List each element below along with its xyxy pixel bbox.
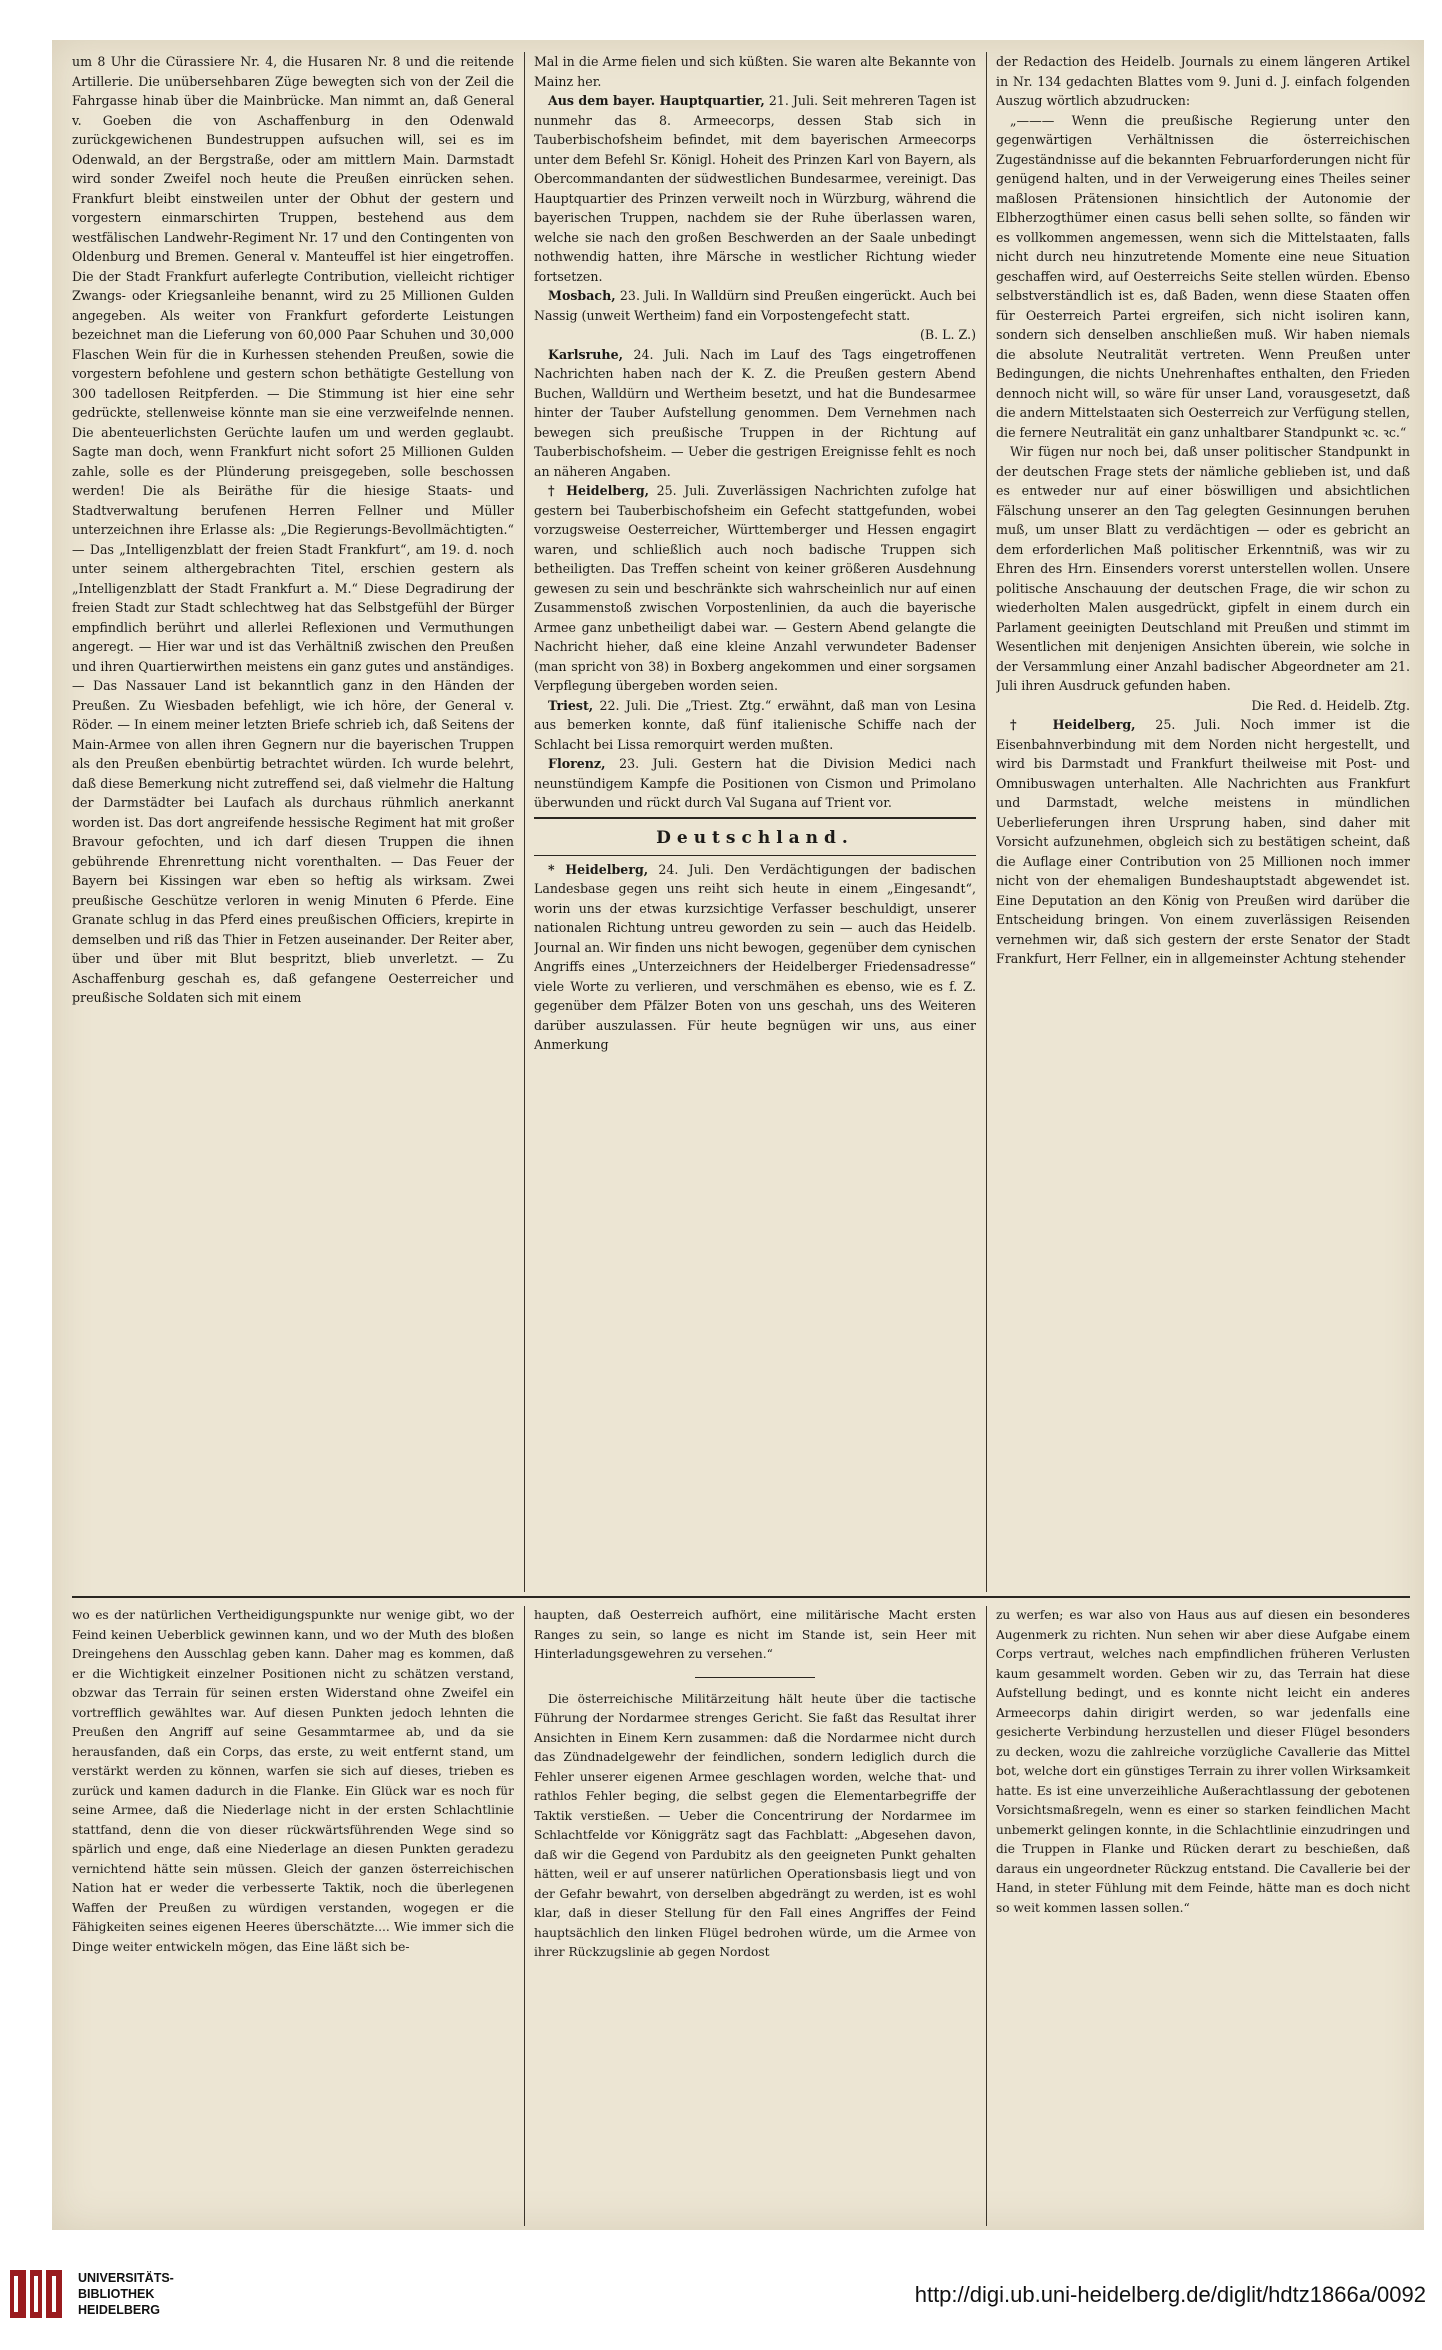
quoted-passage: „——— Wenn die preußische Regierung unter den gegenwärtigen Verhältnissen die österreichischen Zugeständnisse auf die bekannten Februarforderungen nicht für genügend halten, und in der Verweigerung eines Theiles seiner maßlosen Prätensionen hinsichtlich der Autonomie der Elbherzogthümer einen casus belli sehen sollte, so fänden wir es vollkommen angemessen, wenn sich die Mittelstaaten, falls nicht durch neu hinzutretende Momente eine neue Situation geschaffen wird, auf Oesterreichs Seite stellen würden. Ebenso selbstverständlich ist es, daß Baden, wenn diese Staaten offen für Oesterreich Partei ergreifen, sich nicht isoliren kann, sondern sich denselben anschließen muß. Wir haben niemals die absolute Neutralität vertreten. Wenn Preußen unter Bedingungen, die nichts Unehrenhaftes enthalten, den Frieden dennoch nicht will, so wäre für unser Land, vorausgesetzt, daß die andern Mittelstaaten sich Oesterreich zur Verfügung stellen, die fernere Neutralität ein ganz unhaltbarer Standpunkt ꝛc. ꝛc.“ <box>996 112 1410 440</box>
article-text: 23. Juli. In Walldürn sind Preußen eingerückt. Auch bei Nassig (unweit Wertheim) fand ein Vorpostengefecht statt. <box>534 288 976 323</box>
article-text: um 8 Uhr die Cürassiere Nr. 4, die Husaren Nr. 8 und die reitende Artillerie. Die unübersehbaren Züge bewegten sich von der Zeil die Fahrgasse hinab über die Mainbrücke. Man nimmt an, daß General v. Goeben die von Aschaffenburg in den Odenwald zurückgewichenen Bundestruppen aufsuchen will, sei es im Odenwald, an der Bergstraße, oder am mittlern Main. Darmstadt wird sonder Zweifel noch heute die Preußen einrücken sehen. Frankfurt bleibt einstweilen unter der Obhut der gestern und vorgestern einmarschirten Truppen, bestehend aus dem westfälischen Landwehr-Regiment Nr. 17 und den Contingenten von Oldenburg und Bremen. General v. Manteuffel ist hier eingetroffen. Die der Stadt Frankfurt auferlegte Contribution, vielleicht richtiger Zwangs- oder Kriegsanleihe benannt, wird zu 25 Millionen Gulden angegeben. Als weiter von Frankfurt geforderte Leistungen bezeichnet man die Lieferung von 60,000 Paar Schuhen und 30,000 Flaschen Wein für die in Kurhessen stehenden Preußen, sowie die vorgestern befohlene und gestern schon bethätigte Gestellung von 300 tadellosen Reitpferden. — Die Stimmung ist hier eine sehr gedrückte, stellenweise könnte man sie eine verzweifelnde nennen. Die abenteuerlichsten Gerüchte laufen um und werden geglaubt. Sagte man doch, wenn Frankfurt nicht sofort 25 Millionen Gulden zahle, solle es der Plünderung preisgegeben, solle beschossen werden! Die als Beiräthe für die hiesige Staats- und Stadtverwaltung berufenen Herren Fellner und Müller unterzeichnen ihre Erlasse als: „Die Regierungs-Bevollmächtigten.“ — Das „Intelligenzblatt der freien Stadt Frankfurt“, am 19. d. noch unter seinem althergebrachten Titel, erschien gestern als „Intelligenzblatt der Stadt Frankfurt a. M.“ Diese Degradirung der freien Stadt zur Stadt schlechtweg hat das Selbstgefühl der Bürger empfindlich berührt und allerlei Reflexionen und Vermuthungen angeregt. — Hier war und ist das Verhältniß zwischen den Preußen und ihren Quartierwirthen meistens ein ganz gutes und anständiges. — Das Nassauer Land ist bekanntlich ganz in den Händen der Preußen. Zu Wiesbaden befehligt, wie ich höre, der General v. Röder. — In einem meiner letzten Briefe schrieb ich, daß Seitens der Main-Armee von allen ihren Gegnern nur die bayerischen Truppen als den Preußen ebenbürtig betrachtet würden. Ich wurde belehrt, daß diese Bemerkung nicht zutreffend sei, daß vielmehr die Haltung der Darmstädter bei Laufach als durchaus rühmlich anerkannt worden ist. Das dort angreifende hessische Regiment hat mit großer Bravour gefochten, und ich darf diesen Truppen die ihnen gebührende Ehrenrettung nicht vorenthalten. — Das Feuer der Bayern bei Kissingen war eben so heftig als wirksam. Zwei preußische Geschütze verloren in wenig Minuten 6 Pferde. Eine Granate schlug in das Pferd eines preußischen Officiers, krepirte in demselben und riß das Thier in Fetzen auseinander. Der Reiter aber, über und über mit Blut bespritzt, blieb unverletzt. — Zu Aschaffenburg geschah es, daß gefangene Oesterreicher und preußische Soldaten sich mit einem <box>72 54 514 1005</box>
source-note: (B. L. Z.) <box>920 327 976 342</box>
dateline: Florenz, <box>548 756 606 771</box>
dateline: Triest, <box>548 697 594 713</box>
news-item <box>996 715 1410 969</box>
news-item <box>534 860 976 1055</box>
article-text: 21. Juli. Seit mehreren Tagen ist nunmehr das 8. Armeecorps, dessen Stab sich in Tauberbischofsheim befindet, mit dem bayerischen Armeecorps unter dem Befehl Sr. Königl. Hoheit des Prinzen Karl von Bayern, als Obercommandanten der südwestlichen Bundesarmee, vereinigt. Das Hauptquartier des Prinzen verweilt noch in Würzburg, während die bayerischen Truppen, nachdem sie der Ruhe überlassen waren, welche sie nach den großen Beschwerden an der Saale unbedingt nothwendig hatten, ihre Märsche in westlicher Richtung wieder fortsetzen. <box>534 93 976 284</box>
news-item <box>534 91 976 286</box>
article-text: haupten, daß Oesterreich aufhört, eine militärische Macht ersten Ranges zu sein, so lange es nicht im Stande ist, sein Heer mit Hinterladungsgewehren zu versehen.“ <box>534 1608 976 1661</box>
source-url-link[interactable]: http://digi.ub.uni-heidelberg.de/diglit/hdtz1866a/0092 <box>914 2282 1426 2307</box>
digitization-footer <box>0 2230 1442 2350</box>
article-text: 22. Juli. Die „Triest. Ztg.“ erwähnt, daß man von Lesina aus bemerken konnte, daß fünf italienische Schiffe nach der Schlacht bei Lissa remorquirt werden mußten. <box>534 697 976 752</box>
feuilleton-column-2 <box>534 1606 976 2226</box>
article-text: der Redaction des Heidelb. Journals zu einem längeren Artikel in Nr. 134 gedachten Blattes vom 9. Juni d. J. einfach folgenden Auszug wörtlich abzudrucken: <box>996 54 1410 108</box>
article-text: 24. Juli. Den Verdächtigungen der badischen Landesbase gegen uns reiht sich heute in einem „Eingesandt“, worin uns der etwas kurzsichtige Verfasser beschuldigt, unserer nationalen Richtung untreu geworden zu sein — auch das Heidelb. Journal an. Wir finden uns nicht bewogen, gegenüber dem cynischen Angriffs eines „Unterzeichners der Heidelberger Friedensadresse“ viele Worte zu verlieren, und verschmähen es ebenso, wie es f. Z. gegenüber dem Pfälzer Boten von uns geschah, uns des Weiteren darüber auszulassen. Für heute begnügen wir uns, aus einer Anmerkung <box>534 861 976 1052</box>
article-text: wo es der natürlichen Vertheidigungspunkte nur wenige gibt, wo der Feind keinen Ueberblick gewinnen kann, und wo der Muth des bloßen Dreingehens den Ausschlag geben kann. Daher mag es kommen, daß er die Wichtigkeit einzelner Positionen nicht zu schätzen verstand, obzwar das Terrain für seinen ersten Widerstand ohne Zweifel ein vortrefflich gewähltes war. Auf diesen Punkten jedoch lehnten die Preußen den Angriff auf seine Gesammtarmee ab, und da sie herausfanden, daß ein Corps, das erste, zu weit entfernt stand, um verstärkt werden zu können, warfen sie sich auf dieses, trieben es zurück und kamen dadurch in die Flanke. Ein Glück war es noch für seine Armee, daß die Niederlage nicht in der ersten Schlachtlinie stattfand, denn die von dieser rückwärtsführenden Wege sind so spärlich und enge, daß eine Niederlage an diesen Punkten geradezu vernichtend hätte sein müssen. Gleich der ganzen österreichischen Nation hat er weder die verbesserte Taktik, noch die überlegenen Waffen der Preußen zu würdigen verstanden, wogegen er die Fähigkeiten seines eigenen Heeres überschätzte.... Wie immer sich die Dinge weiter entwickeln mögen, das Eine läßt sich be- <box>72 1608 514 1954</box>
dateline: † Heidelberg, <box>1010 717 1136 732</box>
dateline: Karlsruhe, <box>548 346 623 362</box>
library-name: UNIVERSITÄTS- BIBLIOTHEK HEIDELBERG <box>78 2271 174 2317</box>
dateline: Aus dem bayer. Hauptquartier, <box>548 93 765 108</box>
article-text: Wir fügen nur noch bei, daß unser politischer Standpunkt in der deutschen Frage stets der nämliche geblieben ist, und daß es entweder nur auf einer böswilligen und absichtlichen Fälschung unserer an den Tag gelegten Gesinnungen beruhen muß, um unser Blatt zu verdächtigen — oder es gebricht an dem erforderlichen Maß politischer Erkenntniß, was wir zu Ehren des Hrn. Einsenders vorerst unterstellen wollen. Unsere politische Anschauung der deutschen Frage, die wir schon zu wiederholten Malen ausgedrückt, gipfelt in einem durch ein Parlament geeinigten Deutschland mit Preußen und stimmt im Wesentlichen mit denjenigen Ansichten überein, wie solche in der Versammlung einer Anzahl badischer Abgeordneter am 21. Juli ihren Ausdruck gefunden haben. <box>996 444 1410 693</box>
column-divider <box>524 52 525 1592</box>
source-note: Die Red. d. Heidelb. Ztg. <box>1251 697 1410 713</box>
column-3 <box>996 52 1410 1592</box>
news-item <box>534 286 976 325</box>
dateline: * Heidelberg, <box>548 861 649 877</box>
article-text: 24. Juli. Nach im Lauf des Tags eingetroffenen Nachrichten haben nach der K. Z. die Preußen gestern Abend Buchen, Walldürn und Wertheim besetzt, und hat die Bundesarmee hinter der Tauber Aufstellung genommen. Dem Vernehmen nach bewegen sich preußische Truppen in der Richtung auf Tauberbischofsheim. — Ueber die gestrigen Ereignisse fehlt es noch an näheren Angaben. <box>534 346 976 479</box>
article-text: Mal in die Arme fielen und sich küßten. Sie waren alte Bekannte von Mainz her. <box>534 54 976 89</box>
section-heading: Deutschland. <box>534 817 976 856</box>
column-divider <box>986 1606 987 2226</box>
article-text: 23. Juli. Gestern hat die Division Medici nach neunstündigem Kampfe die Positionen von Cismon und Primolano überwunden und rückt durch Val Sugana auf Trient vor. <box>534 756 976 810</box>
short-rule <box>695 1677 815 1678</box>
feuilleton-column-1 <box>72 1606 514 2226</box>
article-text: zu werfen; es war also von Haus aus auf diesen ein besonderes Augenmerk zu richten. Nun sehen wir aber diese Aufgabe einem Corps vertraut, welches nach empfindlichen früheren Verlusten kaum gesammelt worden. Geben wir zu, das Terrain hat diese Aufstellung bedingt, und es konnte nicht leicht ein anderes Armeecorps dahin dirigirt werden, so war jedenfalls eine gesicherte Verbindung herzustellen und dieser Flügel besonders zu decken, wozu die zahlreiche vorzügliche Cavallerie das Mittel bot, welche dort ein günstiges Terrain zu ihrer vollen Wirksamkeit hatte. Es ist eine unverzeihliche Außerachtlassung der gebotenen Vorsichtsmaßregeln, wenn es einer so starken feindlichen Macht unbemerkt gelingen konnte, in die Schlachtlinie einzudringen und die Truppen in Flanke und Rücken derart zu beschießen, daß daraus ein ungeordneter Rückzug entstand. Die Cavallerie bei der Hand, in steter Fühlung mit dem Feinde, hätte man es doch nicht so weit kommen lassen sollen.“ <box>996 1608 1410 1915</box>
horizontal-rule <box>72 1596 1410 1598</box>
column-1 <box>72 52 514 1592</box>
article-text: Die österreichische Militärzeitung hält heute über die tactische Führung der Nordarmee strenges Gericht. Sie faßt das Resultat ihrer Ansichten in Einem Kern zusammen: daß die Nordarmee nicht durch das Zündnadelgewehr der feindlichen, sondern lediglich durch die Fehler unserer eigenen Armee geschlagen worden, welche that- und rathlos Fehler beging, die selbst gegen die Elementarbegriffe der Taktik verstießen. — Ueber die Concentrirung der Nordarmee im Schlachtfelde vor Königgrätz sagt das Fachblatt: „Abgesehen davon, daß wir die Gegend von Pardubitz als den geeigneten Punkt gehalten hätten, weil er auf unserer natürlichen Operationsbasis liegt und von der Gefahr bewahrt, von derselben abgedrängt zu werden, ist es wohl klar, daß in dieser Stellung für den Fall eines Angriffes der Feind hauptsächlich den linken Flügel bedrohen würde, um die Armee von ihrer Rückzugslinie ab gegen Nordost <box>534 1691 976 1959</box>
article-text: 25. Juli. Zuverlässigen Nachrichten zufolge hat gestern bei Tauberbischofsheim ein Gefecht stattgefunden, wobei vorzugsweise Oesterreicher, Württemberger und Hessen engagirt waren, und schließlich auch noch badische Truppen sich betheiligten. Das Treffen scheint von keiner größeren Ausdehnung gewesen zu sein und beschränkte sich wahrscheinlich nur auf einen Zusammenstoß zwischen Vorpostenlinien, da auch die bayerische Armee ganz unbetheiligt dabei war. — Gestern Abend gelangte die Nachricht hieher, daß eine kleine Anzahl verwundeter Badenser (man spricht von 38) in Boxberg angekommen und einer sorgsamen Verpflegung übergeben worden seien. <box>534 483 976 693</box>
news-item <box>534 481 976 696</box>
article-text: 25. Juli. Noch immer ist die Eisenbahnverbindung mit dem Norden nicht hergestellt, und wird bis Darmstadt und Frankfurt theilweise mit Post- und Omnibuswagen unterhalten. Alle Nachrichten aus Frankfurt und Darmstadt, welche meistens in mündlichen Ueberlieferungen ihren Ursprung haben, sind daher mit Vorsicht aufzunehmen, obgleich sich zu bestätigen scheint, daß die Auflage einer Contribution von 25 Millionen noch immer nicht von der ehemaligen Bundeshauptstadt abgewendet ist. Eine Deputation an den König von Preußen wird darüber die Entscheidung bringen. Von einem zuverlässigen Reisenden vernehmen wir, daß sich gestern der erste Senator der Stadt Frankfurt, Herr Fellner, ein in allgemeinster Achtung stehender <box>996 717 1410 966</box>
column-2 <box>534 52 976 1592</box>
dateline: Mosbach, <box>548 288 616 303</box>
newspaper-page <box>52 40 1424 2230</box>
news-item <box>534 345 976 482</box>
dateline: † Heidelberg, <box>548 483 650 498</box>
news-item <box>534 696 976 755</box>
column-divider <box>986 52 987 1592</box>
feuilleton-column-3 <box>996 1606 1410 2226</box>
news-item <box>534 754 976 813</box>
column-divider <box>524 1606 525 2226</box>
university-library-logo-icon <box>6 2264 66 2324</box>
